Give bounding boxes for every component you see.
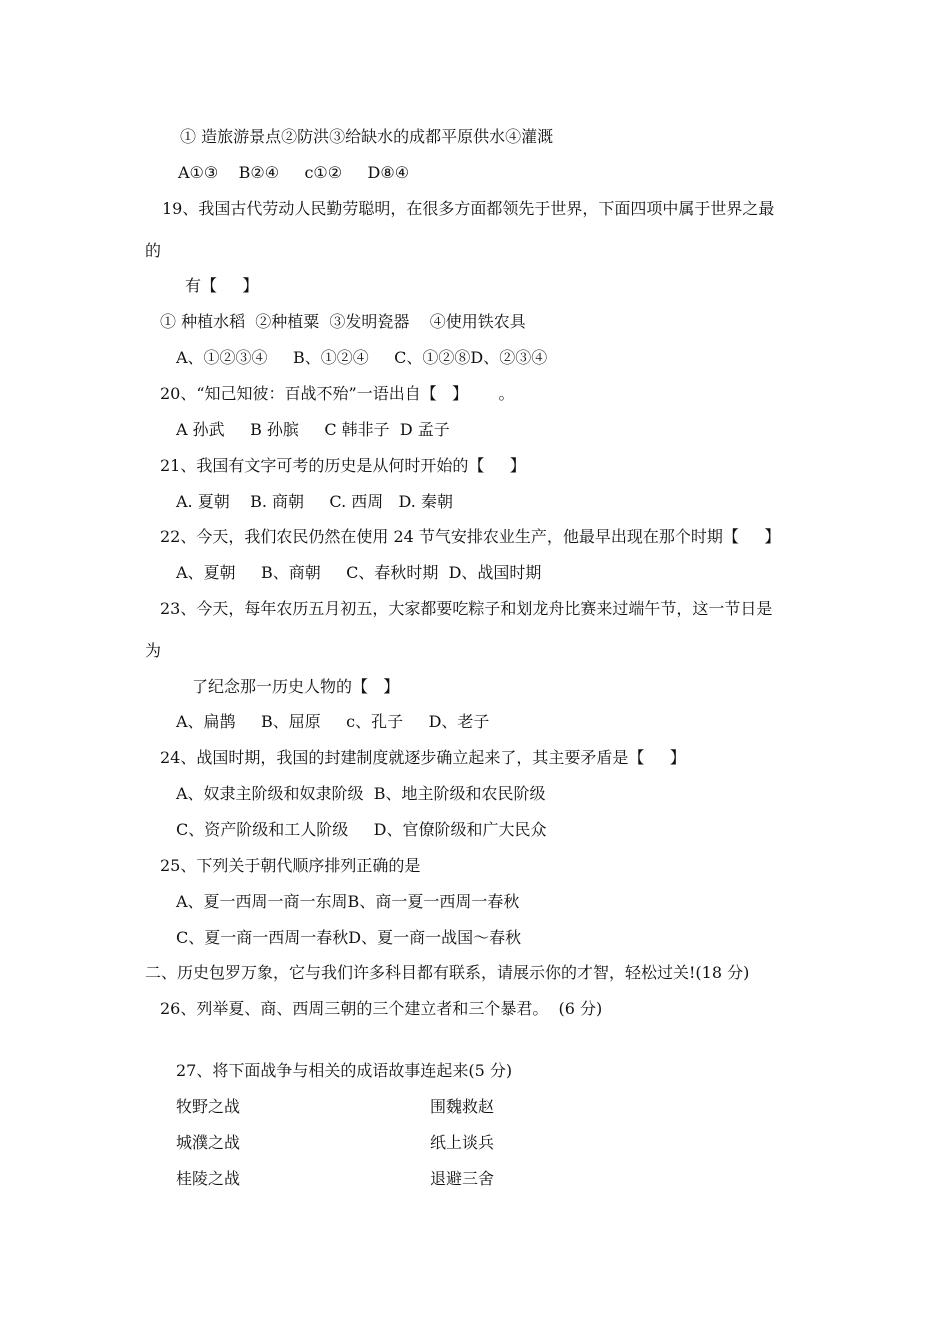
q26-stem: 26、列举夏、商、西周三朝的三个建立者和三个暴君。 (6 分) <box>160 999 603 1018</box>
battle-item: 城濮之战 <box>176 1133 241 1152</box>
q21-stem: 21、我国有文字可考的历史是从何时开始的【 】 <box>160 456 526 475</box>
q18-option-statements: ① 造旅游景点②防洪③给缺水的成都平原供水④灌溉 <box>180 127 554 146</box>
idiom-item: 退避三舍 <box>430 1169 495 1188</box>
q23-answer-choices: A、扁鹊 B、屈原 c、孔子 D、老子 <box>176 712 490 731</box>
q23-stem-wrap: 为 <box>145 641 162 660</box>
q21-answer-choices: A. 夏朝 B. 商朝 C. 西周 D. 秦朝 <box>176 492 453 511</box>
q19-stem-continued: 有【 】 <box>185 276 259 295</box>
q20-stem: 20、“知己知彼：百战不殆”一语出自【 】 。 <box>160 384 515 403</box>
battle-item: 牧野之战 <box>176 1097 241 1116</box>
q24-stem: 24、战国时期，我国的封建制度就逐步确立起来了，其主要矛盾是【 】 <box>160 748 686 767</box>
battle-item: 桂陵之战 <box>176 1169 241 1188</box>
q27-stem: 27、将下面战争与相关的成语故事连起来(5 分) <box>176 1061 513 1080</box>
q22-stem: 22、今天，我们农民仍然在使用 24 节气安排农业生产，他最早出现在那个时期【 】 <box>160 527 781 546</box>
idiom-item: 纸上谈兵 <box>430 1133 495 1152</box>
q25-choices-cd: C、夏一商一西周一春秋D、夏一商一战国～春秋 <box>176 928 522 947</box>
q25-stem: 25、下列关于朝代顺序排列正确的是 <box>160 856 421 875</box>
section-two-heading: 二、历史包罗万象，它与我们许多科目都有联系，请展示你的才智，轻松过关!(18 分) <box>145 963 750 982</box>
q19-option-statements: ① 种植水稻 ②种植粟 ③发明瓷器 ④使用铁农具 <box>160 312 526 331</box>
q19-stem: 19、我国古代劳动人民勤劳聪明，在很多方面都领先于世界，下面四项中属于世界之最 <box>162 199 775 218</box>
q24-choices-ab: A、奴隶主阶级和奴隶阶级 B、地主阶级和农民阶级 <box>176 784 546 803</box>
q18-answer-choices: A①③ B②④ c①② D⑧④ <box>178 163 410 182</box>
q23-stem-continued: 了纪念那一历史人物的【 】 <box>192 677 400 696</box>
q19-stem-wrap: 的 <box>145 241 162 260</box>
q22-answer-choices: A、夏朝 B、商朝 C、春秋时期 D、战国时期 <box>176 563 542 582</box>
q23-stem: 23、今天，每年农历五月初五，大家都要吃粽子和划龙舟比赛来过端午节，这一节日是 <box>160 599 773 618</box>
q24-choices-cd: C、资产阶级和工人阶级 D、官僚阶级和广大民众 <box>176 820 547 839</box>
q20-answer-choices: A 孙武 B 孙膑 C 韩非子 D 孟子 <box>176 420 450 439</box>
idiom-item: 围魏救赵 <box>430 1097 495 1116</box>
q19-answer-choices: A、①②③④ B、①②④ C、①②⑧D、②③④ <box>176 348 548 367</box>
q25-choices-ab: A、夏一西周一商一东周B、商一夏一西周一春秋 <box>176 892 520 911</box>
